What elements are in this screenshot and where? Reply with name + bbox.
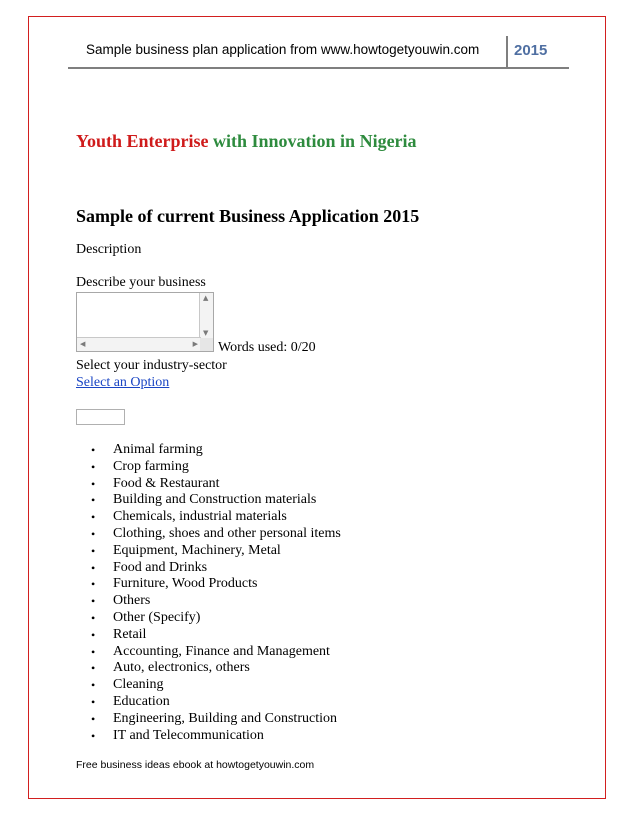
sector-option-label: Crop farming: [113, 458, 189, 474]
sector-option-label: Auto, electronics, others: [113, 660, 250, 676]
bullet-icon: •: [91, 678, 96, 693]
sector-option[interactable]: [76, 576, 341, 593]
bullet-icon: •: [91, 644, 96, 659]
bullet-icon: •: [91, 476, 96, 491]
sector-option[interactable]: [76, 476, 341, 493]
sector-option-label: Accounting, Finance and Management: [113, 643, 330, 659]
sector-option[interactable]: [76, 442, 341, 459]
scroll-up-icon[interactable]: ▲: [203, 294, 209, 302]
business-label: Describe your business: [76, 275, 206, 290]
sector-option-label: Engineering, Building and Construction: [113, 710, 337, 726]
bullet-icon: •: [91, 443, 96, 457]
sector-option-label: Equipment, Machinery, Metal: [113, 542, 281, 558]
bullet-icon: •: [91, 661, 96, 676]
sector-option-label: Building and Construction materials: [113, 492, 317, 508]
bullet-icon: •: [91, 577, 96, 592]
sector-option[interactable]: [76, 459, 341, 476]
sector-option[interactable]: [76, 492, 341, 509]
sector-option[interactable]: [76, 711, 341, 728]
sector-option-label: Education: [113, 693, 170, 709]
description-label: Description: [76, 242, 142, 257]
bullet-icon: •: [91, 627, 96, 642]
bullet-icon: •: [91, 694, 96, 709]
sector-option-label: Cleaning: [113, 677, 164, 693]
textarea-vertical-scrollbar[interactable]: [199, 293, 213, 339]
sector-option-label: Chemicals, industrial materials: [113, 509, 287, 525]
bullet-icon: •: [91, 526, 96, 541]
sector-option[interactable]: [76, 644, 341, 661]
textarea-horizontal-scrollbar[interactable]: [77, 337, 201, 351]
sector-option[interactable]: [76, 677, 341, 694]
words-used-counter: Words used: 0/20: [218, 340, 316, 355]
title-green-part: with Innovation in Nigeria: [213, 131, 417, 151]
sector-option-label: Food and Drinks: [113, 559, 208, 575]
bullet-icon: •: [91, 510, 96, 525]
sector-option[interactable]: [76, 694, 341, 711]
sector-option[interactable]: [76, 543, 341, 560]
section-title: Sample of current Business Application 2015: [76, 206, 420, 226]
bullet-icon: •: [91, 728, 96, 743]
header-year: 2015: [514, 42, 548, 59]
sector-option[interactable]: [76, 610, 341, 627]
sector-option[interactable]: [76, 627, 341, 644]
page-title: [76, 131, 417, 152]
header-divider: [506, 36, 508, 69]
bullet-icon: •: [91, 459, 96, 474]
sector-option[interactable]: [76, 560, 341, 577]
sector-option[interactable]: [76, 660, 341, 677]
sector-option-label: Clothing, shoes and other personal items: [113, 525, 341, 541]
sector-option-label: Others: [113, 593, 151, 609]
sector-option-label: Animal farming: [113, 442, 203, 457]
sector-option[interactable]: [76, 728, 341, 745]
header-text: Sample business plan application from www.howtogetyouwin.com: [86, 42, 480, 57]
sector-option[interactable]: [76, 526, 341, 543]
title-red-part: Youth Enterprise: [76, 131, 209, 151]
sector-option-label: IT and Telecommunication: [113, 727, 264, 743]
sector-option-label: Other (Specify): [113, 609, 201, 625]
footer-text: Free business ideas ebook at howtogetyouwin.com: [76, 759, 315, 771]
sector-label: Select your industry-sector: [76, 358, 227, 373]
header-rule: [68, 67, 569, 69]
sector-select-box[interactable]: [76, 409, 125, 425]
bullet-icon: •: [91, 493, 96, 508]
scroll-down-icon[interactable]: ▼: [203, 329, 209, 337]
sector-option-label: Furniture, Wood Products: [113, 576, 258, 592]
sector-option-label: Food & Restaurant: [113, 475, 220, 491]
bullet-icon: •: [91, 594, 96, 609]
select-option-link[interactable]: Select an Option: [76, 375, 170, 390]
bullet-icon: •: [91, 543, 96, 558]
textarea-resize-corner[interactable]: [200, 338, 213, 351]
sector-option-label: Retail: [113, 626, 147, 642]
bullet-icon: •: [91, 560, 96, 575]
business-textarea[interactable]: [76, 292, 214, 352]
bullet-icon: •: [91, 711, 96, 726]
scroll-left-icon[interactable]: ◀: [80, 340, 86, 348]
bullet-icon: •: [91, 610, 96, 625]
sector-option[interactable]: [76, 509, 341, 526]
sector-list: [76, 442, 341, 744]
sector-option[interactable]: [76, 593, 341, 610]
scroll-right-icon[interactable]: ▶: [192, 340, 198, 348]
